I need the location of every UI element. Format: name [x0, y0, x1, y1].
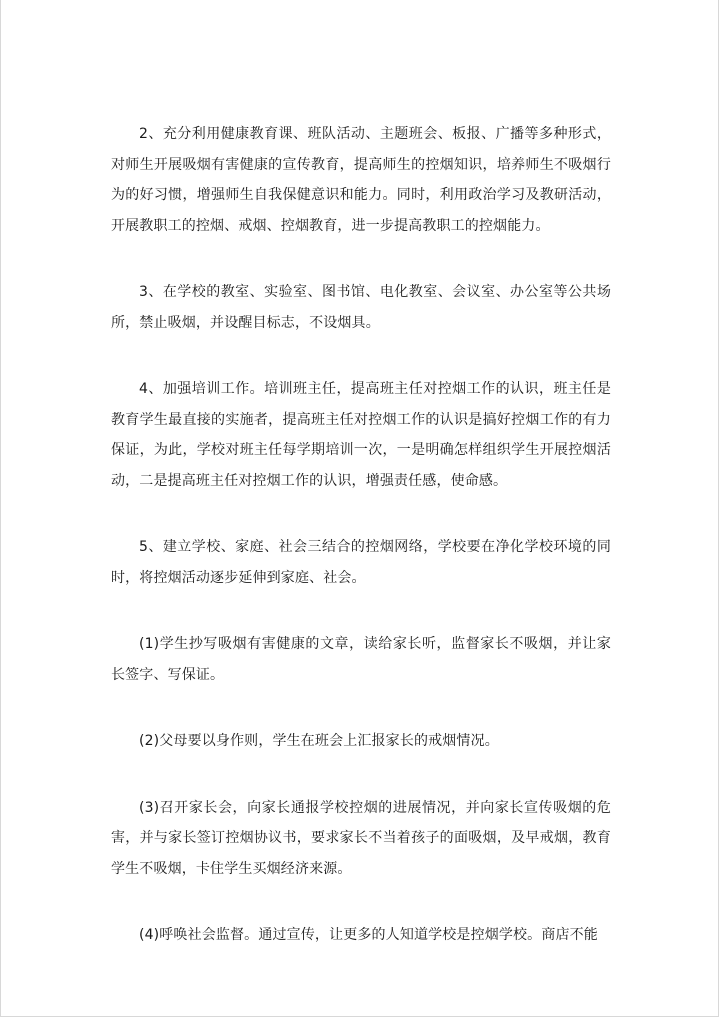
paragraph-subitem-3: (3)召开家长会，向家长通报学校控烟的进展情况，并向家长宣传吸烟的危害，并与家长签订控烟协议书，要求家长不当着孩子的面吸烟，及早戒烟，教育学生不吸烟，卡住学生买烟经济来源。 — [111, 799, 611, 877]
paragraph-subitem-4: (4)呼唤社会监督。通过宣传，让更多的人知道学校是控烟学校。商店不能 — [139, 927, 598, 943]
paragraph-item-3: 3、在学校的教室、实验室、图书馆、电化教室、会议室、办公室等公共场所，禁止吸烟，并设醒目标志，不设烟具。 — [111, 284, 611, 331]
paragraph-item-4: 4、加强培训工作。培训班主任，提高班主任对控烟工作的认识，班主任是教育学生最直接的实施者，提高班主任对控烟工作的认识是搞好控烟工作的有力保证，为此，学校对班主任每学期培训一次，一是明确怎样组织学生开展控烟活动，二是提高班主任对控烟工作的认识，增强责任感，使命感。 — [111, 381, 611, 489]
paragraph-subitem-2: (2)父母要以身作则，学生在班会上汇报家长的戒烟情况。 — [139, 733, 499, 749]
paragraph-subitem-1: (1)学生抄写吸烟有害健康的文章，读给家长听，监督家长不吸烟，并让家长签字、写保证。 — [111, 636, 611, 683]
paragraph-item-5: 5、建立学校、家庭、社会三结合的控烟网络，学校要在净化学校环境的同时，将控烟活动逐步延伸到家庭、社会。 — [111, 539, 611, 586]
document-body — [111, 119, 611, 987]
paragraph-item-2: 2、充分利用健康教育课、班队活动、主题班会、板报、广播等多种形式，对师生开展吸烟有害健康的宣传教育，提高师生的控烟知识，培养师生不吸烟行为的好习惯，增强师生自我保健意识和能力。同时，利用政治学习及教研活动，开展教职工的控烟、戒烟、控烟教育，进一步提高教职工的控烟能力。 — [111, 126, 611, 234]
